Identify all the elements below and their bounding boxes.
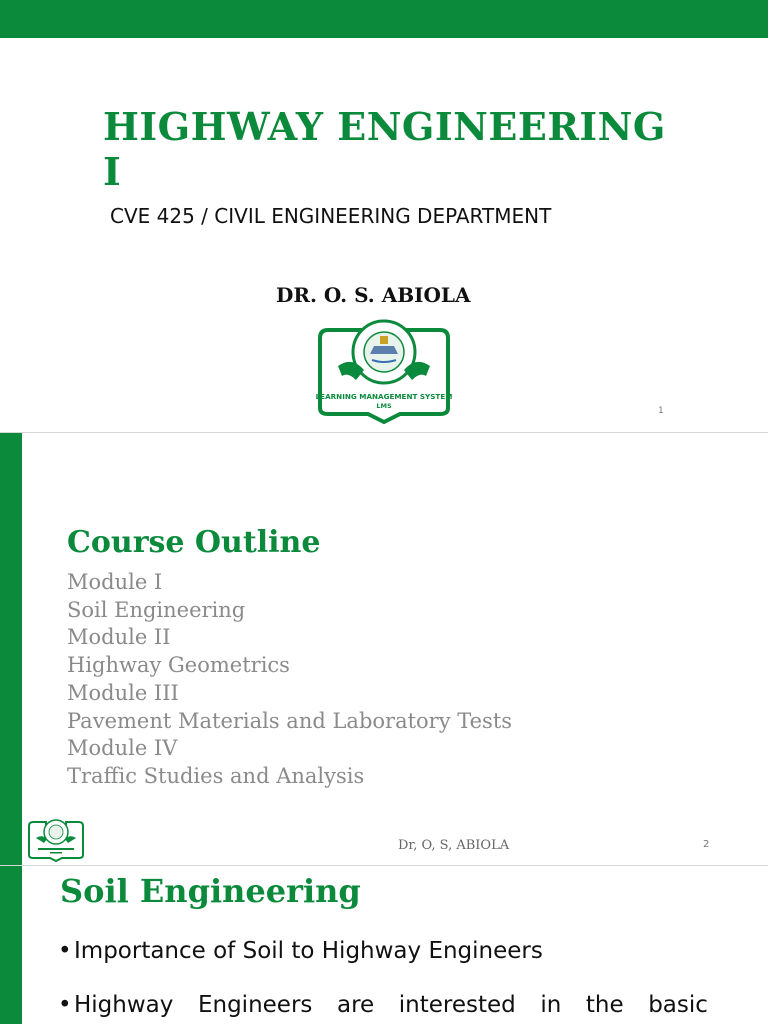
word: are <box>336 992 375 1018</box>
list-item: Module I <box>67 570 163 594</box>
course-outline-slide <box>0 433 768 866</box>
list-item: Module III <box>67 680 179 705</box>
slide-subtitle: CVE 425 / CIVIL ENGINEERING DEPARTMENT <box>110 204 552 228</box>
list-item <box>58 990 710 1020</box>
slide-heading: Course Outline <box>67 525 321 560</box>
list-item: Pavement Materials and Laboratory Tests <box>67 708 513 733</box>
title-slide <box>0 0 768 432</box>
word: Engineers <box>197 992 313 1018</box>
list-item: Module II <box>67 625 171 650</box>
logo-subcaption: LMS <box>376 402 392 410</box>
list-item: Traffic Studies and Analysis <box>67 763 365 788</box>
word: the <box>585 992 624 1018</box>
left-accent-bar <box>0 433 22 866</box>
list-item: Soil Engineering <box>67 597 246 622</box>
author-name: DR. O. S. ABIOLA <box>276 283 471 307</box>
slide-footer: Dr, O, S, ABIOLA <box>398 838 510 853</box>
university-logo-small <box>26 817 86 863</box>
bullet-icon: • <box>58 938 72 964</box>
slide-title: HIGHWAY ENGINEERING I <box>103 104 666 194</box>
list-item: Highway Geometrics <box>67 653 290 678</box>
outline-list <box>67 569 512 791</box>
page-number: 2 <box>703 839 710 850</box>
left-accent-bar <box>0 866 22 1024</box>
slide-heading: Soil Engineering <box>60 872 361 910</box>
soil-engineering-slide <box>0 866 768 1024</box>
top-accent-bar <box>0 0 768 38</box>
logo-caption: LEARNING MANAGEMENT SYSTEM <box>315 392 453 401</box>
bullet-text: Importance of Soil to Highway Engineers <box>74 938 543 964</box>
list-item <box>58 936 710 966</box>
page-number: 1 <box>658 406 664 416</box>
word: interested <box>398 992 516 1018</box>
university-lms-logo <box>312 316 456 426</box>
word: Highway <box>74 992 174 1018</box>
list-item: Module IV <box>67 736 178 761</box>
bullet-text <box>74 990 708 1020</box>
bullet-icon: • <box>58 992 72 1018</box>
word: in <box>540 992 562 1018</box>
bullet-list <box>58 936 710 1024</box>
word: basic <box>648 992 708 1018</box>
